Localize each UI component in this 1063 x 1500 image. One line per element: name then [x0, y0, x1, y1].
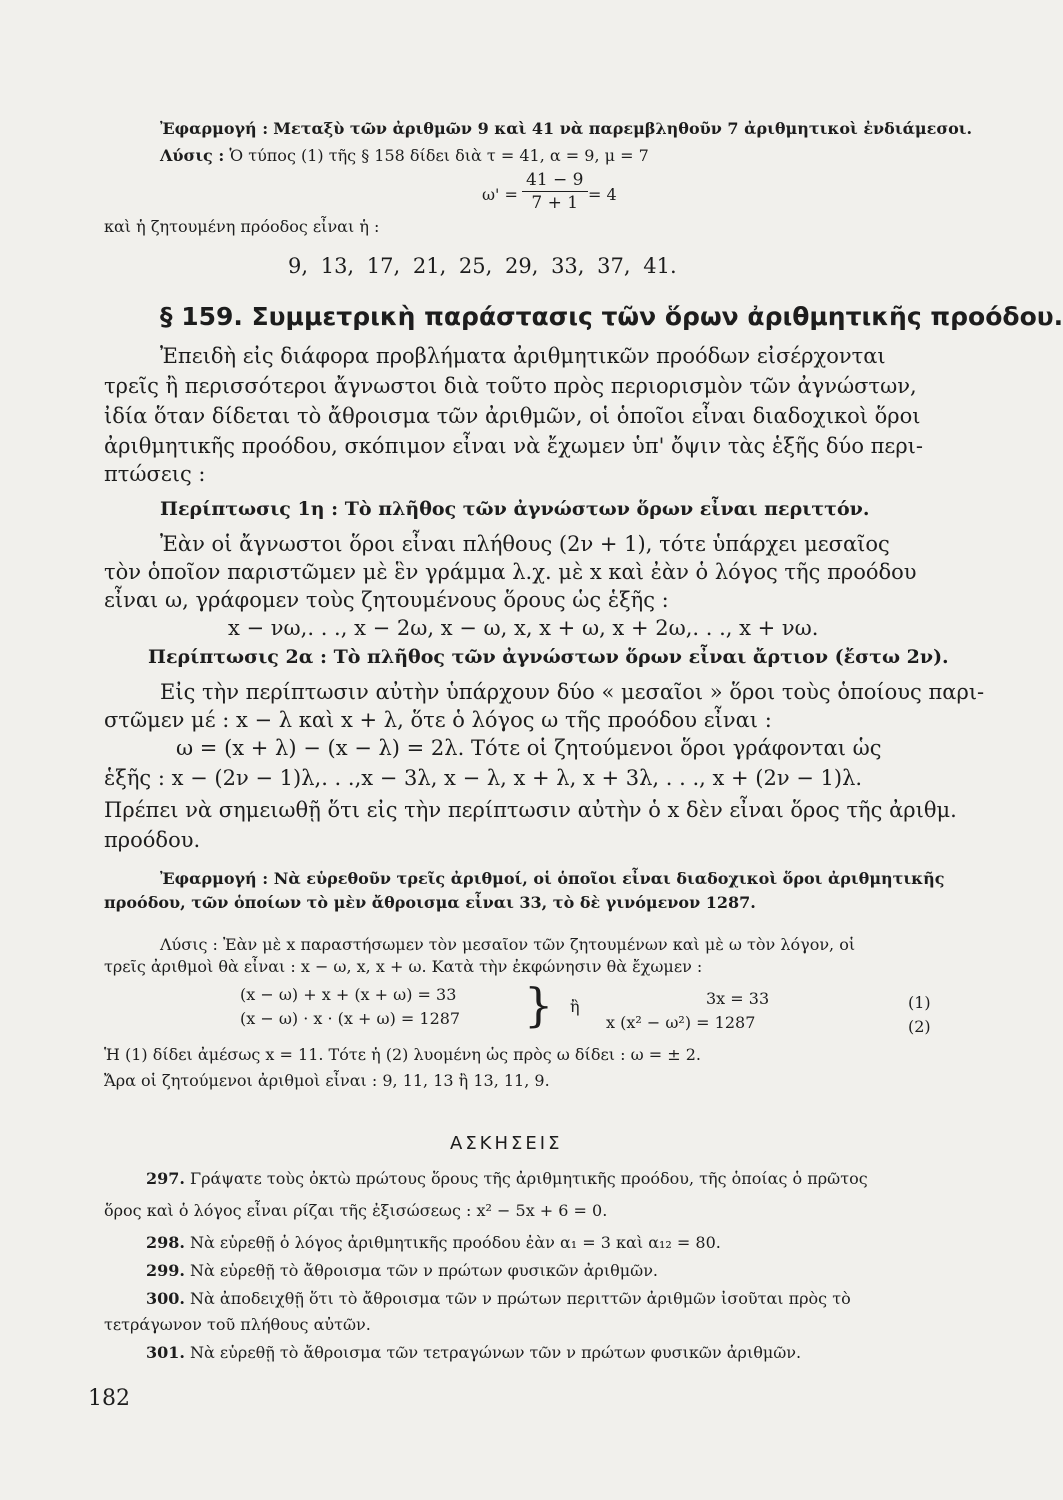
section-title: § 159. Συμμετρικὴ παράστασις τῶν ὅρων ἀριθμητικῆς προόδου.: [160, 302, 1063, 331]
formula-numerator: 41 − 9: [522, 170, 588, 192]
exercise-text: Νὰ εὑρεθῇ τὸ ἄθροισμα τῶν τετραγώνων τῶν ν πρώτων φυσικῶν ἀριθμῶν.: [190, 1343, 802, 1362]
formula-fraction: [522, 170, 588, 213]
system-left-eq: (x − ω) · x · (x + ω) = 1287: [240, 1009, 461, 1028]
exercise-number: 297.: [146, 1169, 185, 1188]
case-1-line: τὸν ὁποῖον παριστῶμεν μὲ ἓν γράμμα λ.χ. μὲ x καὶ ἐὰν ὁ λόγος τῆς προόδου: [104, 560, 917, 584]
intro-line: ἰδία ὅταν δίδεται τὸ ἄθροισμα τῶν ἀριθμῶν, οἱ ὁποῖοι εἶναι διαδοχικοὶ ὅροι: [104, 404, 921, 428]
exercise-text: ὅρος καὶ ὁ λόγος εἶναι ρίζαι τῆς ἐξισώσεως : x² − 5x + 6 = 0.: [104, 1201, 608, 1220]
case-2-line: ω = (x + λ) − (x − λ) = 2λ. Τότε οἱ ζητούμενοι ὅροι γράφονται ὡς: [176, 736, 882, 760]
case-2-line: Πρέπει νὰ σημειωθῇ ὅτι εἰς τὴν περίπτωσιν αὐτὴν ὁ x δὲν εἶναι ὅρος τῆς ἀριθμ.: [104, 798, 957, 822]
case-1-line: Ἐὰν οἱ ἄγνωστοι ὅροι εἶναι πλήθους (2ν + 1), τότε ὑπάρχει μεσαῖος: [160, 532, 890, 556]
solution-line: Λύσις : Ἐὰν μὲ x παραστήσωμεν τὸν μεσαῖον τῶν ζητουμένων καὶ μὲ ω τὸν λόγον, οἱ: [160, 935, 856, 954]
application-text: Μεταξὺ τῶν ἀριθμῶν 9 καὶ 41 νὰ παρεμβληθοῦν 7 ἀριθμητικοὶ ἐνδιάμεσοι.: [273, 119, 973, 138]
application-1-solution: [160, 145, 649, 167]
equation-ref: (2): [908, 1017, 931, 1036]
solution-line: τρεῖς ἀριθμοὶ θὰ εἶναι : x − ω, x, x + ω. Κατὰ τὴν ἐκφώνησιν θὰ ἔχωμεν :: [104, 957, 703, 976]
exercise-text: Νὰ εὑρεθῇ ὁ λόγος ἀριθμητικῆς προόδου ἐὰν α₁ = 3 καὶ α₁₂ = 80.: [190, 1233, 721, 1252]
progression-intro: καὶ ἡ ζητουμένη πρόοδος εἶναι ἡ :: [104, 217, 380, 236]
exercise-number: 299.: [146, 1261, 185, 1280]
exercise-text: Νὰ εὑρεθῇ τὸ ἄθροισμα τῶν ν πρώτων φυσικῶν ἀριθμῶν.: [190, 1261, 658, 1280]
case-2-line: ἑξῆς : x − (2ν − 1)λ,. . .,x − 3λ, x − λ, x + λ, x + 3λ, . . ., x + (2ν − 1)λ.: [104, 766, 863, 790]
case-1-heading: Περίπτωσις 1η : Τὸ πλῆθος τῶν ἀγνώστων ὅρων εἶναι περιττόν.: [160, 498, 870, 520]
system-brace: }: [524, 978, 554, 1032]
formula-rhs: = 4: [588, 185, 617, 204]
formula-denominator: 7 + 1: [531, 193, 579, 213]
intro-line: ἀριθμητικῆς προόδου, σκόπιμον εἶναι νὰ ἔχωμεν ὑπ' ὄψιν τὰς ἑξῆς δύο περι-: [104, 434, 923, 458]
system-or: ἢ: [570, 997, 580, 1016]
application-2-line: Ἐφαρμογή : Νὰ εὑρεθοῦν τρεῖς ἀριθμοί, οἱ ὁποῖοι εἶναι διαδοχικοὶ ὅροι ἀριθμητικῆς: [160, 869, 945, 888]
exercise-text: Γράψατε τοὺς ὀκτὼ πρώτους ὅρους τῆς ἀριθμητικῆς προόδου, τῆς ὁποίας ὁ πρῶτος: [190, 1169, 868, 1188]
exercise-text: τετράγωνον τοῦ πλήθους αὐτῶν.: [104, 1315, 371, 1334]
case-1-formula: x − νω,. . ., x − 2ω, x − ω, x, x + ω, x + 2ω,. . ., x + νω.: [228, 616, 819, 640]
solution-text: Ὁ τύπος (1) τῆς § 158 δίδει διὰ τ = 41, α = 9, μ = 7: [229, 146, 649, 165]
intro-line: πτώσεις :: [104, 462, 206, 486]
result-line: Ἄρα οἱ ζητούμενοι ἀριθμοὶ εἶναι : 9, 11, 13 ἢ 13, 11, 9.: [104, 1071, 550, 1090]
formula-lhs: ω' =: [482, 185, 518, 204]
equation-ref: (1): [908, 993, 931, 1012]
system-right-eq: x (x² − ω²) = 1287: [606, 1013, 756, 1032]
page-number: 182: [88, 1386, 130, 1411]
system-left-eq: (x − ω) + x + (x + ω) = 33: [240, 985, 457, 1004]
system-right-eq: 3x = 33: [706, 989, 770, 1008]
exercise-text: Νὰ ἀποδειχθῇ ὅτι τὸ ἄθροισμα τῶν ν πρώτων περιττῶν ἀριθμῶν ἰσοῦται πρὸς τὸ: [190, 1289, 851, 1308]
application-label: Ἐφαρμογή :: [160, 119, 269, 138]
case-2-line: στῶμεν μέ : x − λ καὶ x + λ, ὅτε ὁ λόγος ω τῆς προόδου εἶναι :: [104, 708, 772, 732]
application-2-line: προόδου, τῶν ὁποίων τὸ μὲν ἄθροισμα εἶναι 33, τὸ δὲ γινόμενον 1287.: [104, 893, 756, 912]
case-2-line: προόδου.: [104, 828, 201, 852]
case-2-line: Εἰς τὴν περίπτωσιν αὐτὴν ὑπάρχουν δύο « μεσαῖοι » ὅροι τοὺς ὁποίους παρι-: [160, 680, 985, 704]
intro-line: Ἐπειδὴ εἰς διάφορα προβλήματα ἀριθμητικῶν προόδων εἰσέρχονται: [160, 344, 886, 368]
application-1-heading: [160, 118, 972, 140]
case-1-line: εἶναι ω, γράφομεν τοὺς ζητουμένους ὅρους ὡς ἑξῆς :: [104, 588, 669, 612]
exercises-title: ΑΣΚΗΣΕΙΣ: [450, 1133, 563, 1154]
sequence: 9, 13, 17, 21, 25, 29, 33, 37, 41.: [288, 254, 677, 278]
exercise-number: 300.: [146, 1289, 185, 1308]
exercise-number: 301.: [146, 1343, 185, 1362]
intro-line: τρεῖς ἢ περισσότεροι ἄγνωστοι διὰ τοῦτο πρὸς περιορισμὸν τῶν ἀγνώστων,: [104, 374, 917, 398]
solution-label: Λύσις :: [160, 146, 225, 165]
result-line: Ἡ (1) δίδει ἀμέσως x = 11. Τότε ἡ (2) λυομένη ὡς πρὸς ω δίδει : ω = ± 2.: [104, 1045, 701, 1064]
exercise-number: 298.: [146, 1233, 185, 1252]
case-2-heading: Περίπτωσις 2α : Τὸ πλῆθος τῶν ἀγνώστων ὅρων εἶναι ἄρτιον (ἔστω 2ν).: [148, 646, 949, 668]
